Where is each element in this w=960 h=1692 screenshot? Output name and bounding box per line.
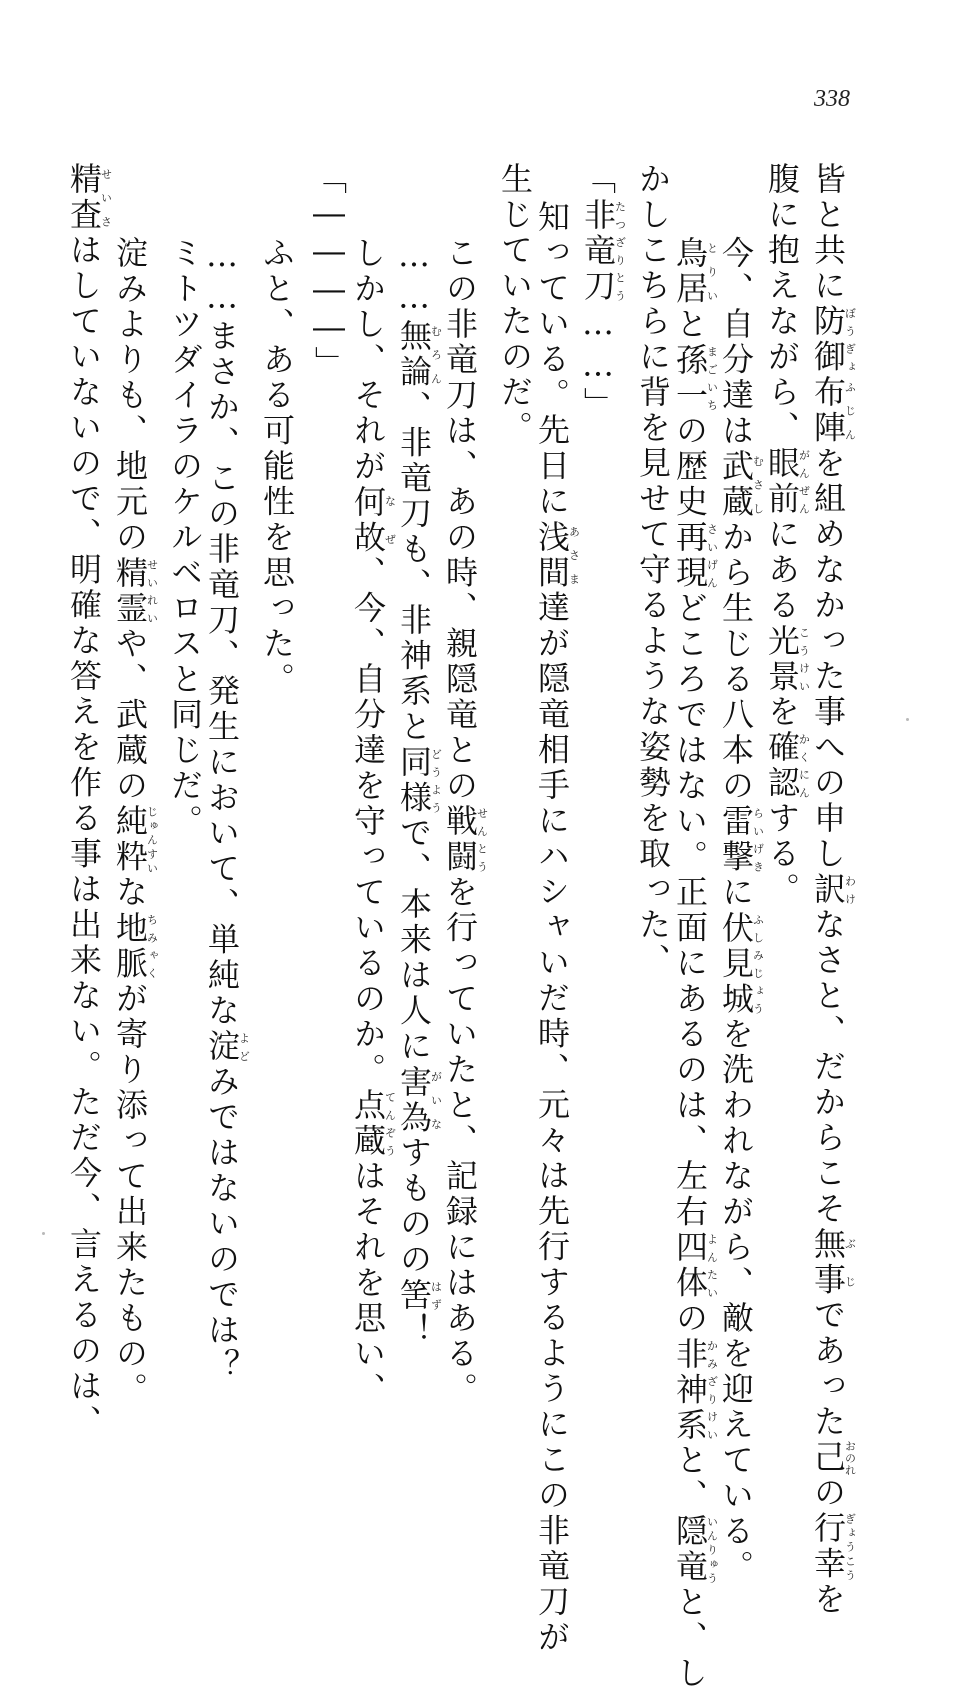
text-column-17: 精査せいさはしていないので、明確な答えを作る事は出来ない。ただ今、言えるのは、 [65, 162, 113, 1440]
text-column-4: 鳥居とりいと孫一まごいちの歴史再現さいげんどころではない。正面にあるのは、左右四体よんたいの非神系かみざりけいと、隠竜いんりゅうと、し [671, 236, 719, 1692]
text-column-6: 「非竜刀たつざりとう……」 [579, 162, 627, 423]
text-column-5: かしこちらに背を見せて守るような姿勢を取った、 [634, 162, 672, 979]
text-column-7: 知っている。先日に浅間あさま達が隠竜相手にハシャいだ時、元々は先行するようにこの非竜刀が [533, 200, 581, 1656]
text-column-2: 腹に抱えながら、眼前がんぜんにある光景こうけいを確認かくにんする。 [763, 162, 811, 908]
text-column-1: 皆と共に防御ぼうぎょ布陣ふじんを組めなかった事への申し訳わけなさと、だからこそ無事ぶじであった己おのれの行幸ぎょうこうを [809, 162, 857, 1618]
scan-speck [42, 1232, 45, 1235]
scan-speck [906, 718, 909, 721]
text-column-9: この非竜刀は、あの時、親隠竜との戦闘せんとうを行っていたと、記録にはある。 [441, 236, 489, 1408]
text-column-3: 今、自分達は武蔵むさしから生じる八本の雷撃らいげきに伏見城ふしみじょうを洗われながら、敵を迎えている。 [717, 236, 765, 1585]
text-column-13: ふと、ある可能性を思った。 [258, 236, 296, 698]
text-column-16: 淀みよりも、地元の精霊せいれいや、武蔵の純粋じゅんすいな地脈ちみゃくが寄り添って出来たもの。 [111, 236, 159, 1408]
text-column-15: ミトツダイラのケルベロスと同じだ。 [166, 236, 204, 840]
page-number: 338 [814, 86, 850, 112]
text-column-8: 生じていたのだ。 [496, 162, 534, 446]
text-column-14: ……まさか、この非竜刀、発生において、単純な淀よどみではないのでは？ [203, 236, 251, 1384]
text-column-10: ……無論むろん、非竜刀も、非神系と同様どうようで、本来は人に害為がいなすものの筈はず！ [395, 236, 443, 1349]
text-column-12: 「――――」 [310, 162, 348, 378]
text-column-11: しかし、それが何故なぜ、今、自分達を守っているのか。点蔵てんぞうはそれを思い、 [349, 236, 397, 1408]
